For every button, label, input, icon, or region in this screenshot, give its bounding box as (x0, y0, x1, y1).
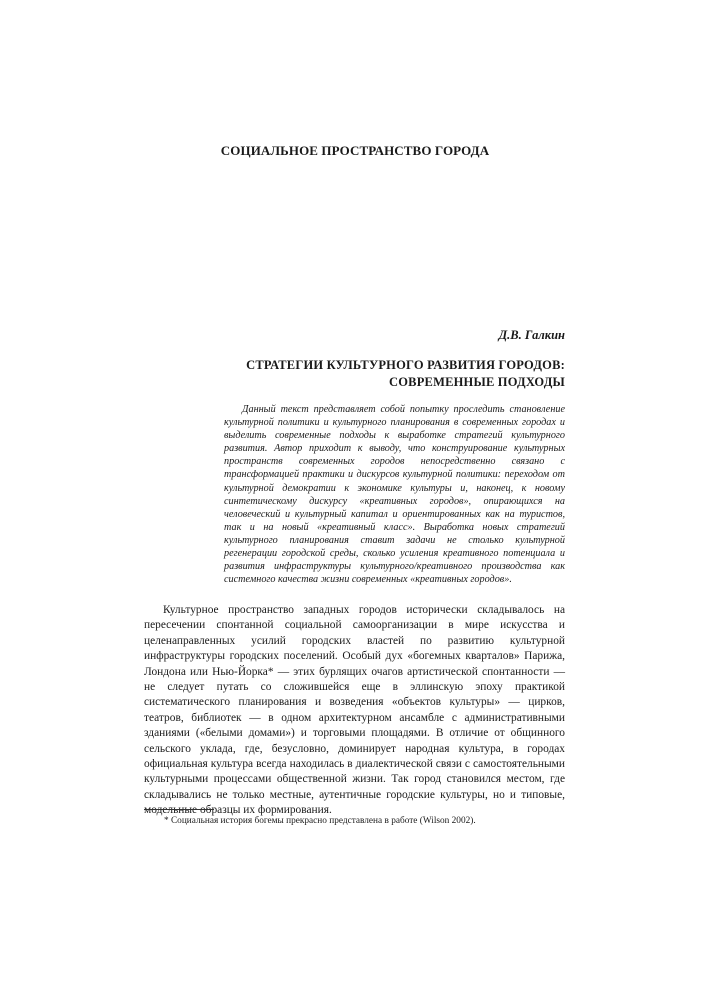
section-title: СОЦИАЛЬНОЕ ПРОСТРАНСТВО ГОРОДА (220, 143, 490, 158)
article-title-line-1: СТРАТЕГИИ КУЛЬТУРНОГО РАЗВИТИЯ ГОРОДОВ: (246, 358, 565, 372)
footnote-divider (144, 809, 214, 810)
author-name: Д.В. Галкин (498, 328, 565, 342)
article-title-line-2: СОВРЕМЕННЫЕ ПОДХОДЫ (389, 375, 565, 389)
body-paragraph: Культурное пространство западных городов исторически складывалось на пересечении спонтанной социальной самоорганизации в мире искусства и целенаправленных усилий городских властей по развитию культурной инфраструктуры городских поселений. Особый дух «богемных кварталов» Парижа, Лондона или Нью-Йорка* — этих бурлящих очагов артистической спонтанности — не следует путать со сложившейся еще в эллинскую эпоху практикой систематического планирования и возведения «объектов культуры» — цирков, театров, библиотек — в одном архитектурном ансамбле с административными зданиями («белыми домами») и торговыми площадями. В отличие от общинного сельского уклада, где, безусловно, доминирует народная культура, в городах официальная культура всегда находилась в диалектической связи с самостоятельными культурными процессами общественной жизни. Так город становился местом, где складывались не только местные, аутентичные городские культуры, но и типовые, модельные образцы их формирования. (144, 604, 565, 817)
abstract: Данный текст представляет собой попытку проследить становление культурной политики и культурного планирования в современных городах и выделить современные подходы к выработке стратегий культурного развития. Автор приходит к выводу, что конструирование культурных пространств современных городов непосредственно связано с трансформацией практики и дискурсов культурной политики: переходом от культурной демократии к экономике культуры и, наконец, к новому синтетическому дискурсу «креативных городов», опирающихся на человеческий и культурный капитал и ориентированных как на туристов, так и на новый «креативный класс». Выработка новых стратегий культурного планирования ставит задачи не столько культурной регенерации городской среды, сколько усиления креативного потенциала и развития инфраструктуры культурного/креативного производства как системного качества жизни современных «креативных городов». (224, 404, 565, 586)
article-title (246, 357, 565, 391)
footnote: * Социальная история богемы прекрасно представлена в работе (Wilson 2002). (164, 816, 476, 826)
